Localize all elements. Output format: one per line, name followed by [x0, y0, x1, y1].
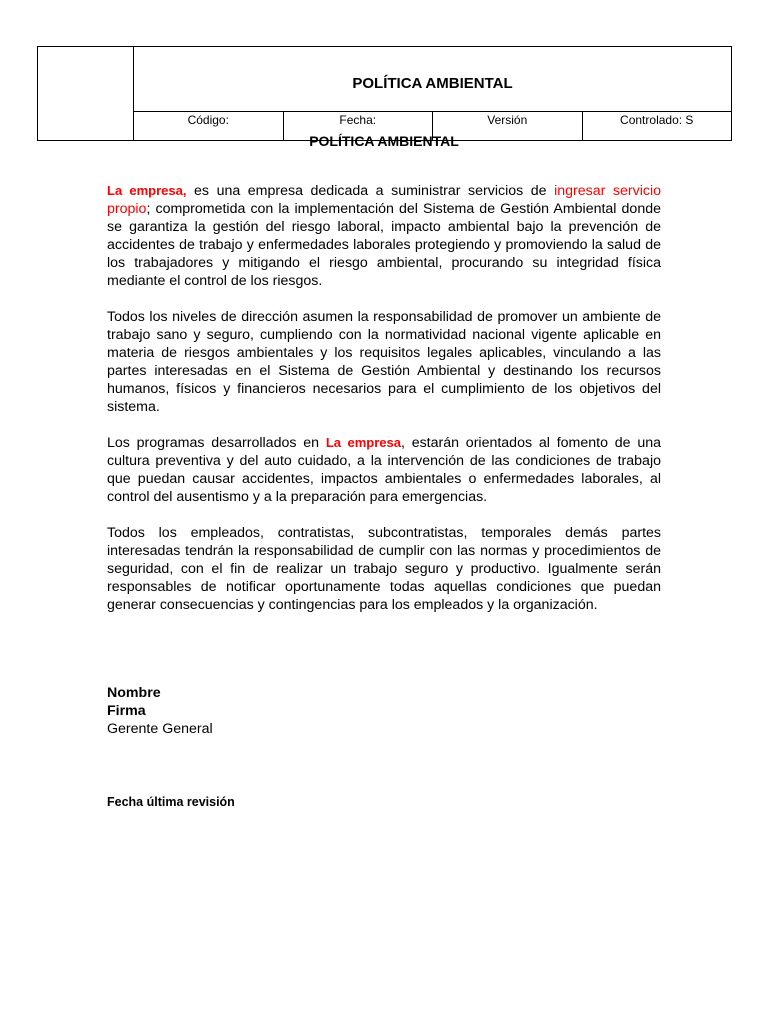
signature-name-label: Nombre — [107, 685, 161, 701]
version-cell: Versión — [433, 112, 583, 141]
paragraph-3 — [107, 434, 661, 506]
paragraph-1 — [107, 182, 661, 290]
signature-role: Gerente General — [107, 721, 213, 737]
page-title: POLÍTICA AMBIENTAL — [309, 133, 459, 149]
paragraph-1-text-b: ; comprometida con la implementación del Sistema de Gestión Ambiental donde se garantiza la gestión del riesgo laboral, impacto ambiental bajo la prevención de accidentes de trabajo y enfermedades laborales protegiendo y promoviendo la salud de los trabajadores y mitigando el riesgo ambiental, procurando su integridad física mediante el control de los riesgos. — [107, 201, 661, 289]
company-name: La empresa, — [107, 183, 187, 198]
fecha-cell: Fecha: — [283, 112, 433, 141]
company-name: La empresa — [325, 435, 401, 450]
service-placeholder: ingresar servicio propio — [107, 183, 661, 217]
controlado-cell: Controlado: S — [582, 112, 732, 141]
header-title: POLÍTICA AMBIENTAL — [134, 47, 732, 112]
document-header-table — [37, 46, 732, 141]
signature-block — [107, 684, 213, 738]
paragraph-2: Todos los niveles de dirección asumen la responsabilidad de promover un ambiente de trabajo sano y seguro, cumpliendo con la normatividad nacional vigente aplicable en materia de riesgos ambientales y los requisitos legales aplicables, vinculando a las partes interesadas en el Sistema de Gestión Ambiental y destinando los recursos humanos, físicos y financieros necesarios para el cumplimiento de los objetivos del sistema. — [107, 309, 661, 415]
paragraph-4: Todos los empleados, contratistas, subcontratistas, temporales demás partes interesadas tendrán la responsabilidad de cumplir con las normas y procedimientos de seguridad, con el fin de realizar un trabajo seguro y productivo. Igualmente serán responsables de notificar oportunamente todas aquellas condiciones que puedan generar consecuencias y contingencias para los empleados y la organización. — [107, 525, 661, 613]
logo-placeholder-cell — [38, 47, 134, 141]
paragraph-3-text-b: , estarán orientados al fomento de una cultura preventiva y del auto cuidado, a la intervención de las condiciones de trabajo que puedan causar accidentes, impactos ambientales o enfermedades laborales, al control del ausentismo y a la preparación para emergencias. — [107, 435, 661, 505]
last-revision-label: Fecha última revisión — [107, 795, 235, 809]
paragraph-3-text-a: Los programas desarrollados en — [107, 435, 326, 451]
signature-sign-label: Firma — [107, 703, 146, 719]
codigo-cell: Código: — [134, 112, 284, 141]
paragraph-1-text-a: es una empresa dedicada a suministrar servicios de — [186, 183, 555, 199]
policy-body — [107, 182, 661, 632]
